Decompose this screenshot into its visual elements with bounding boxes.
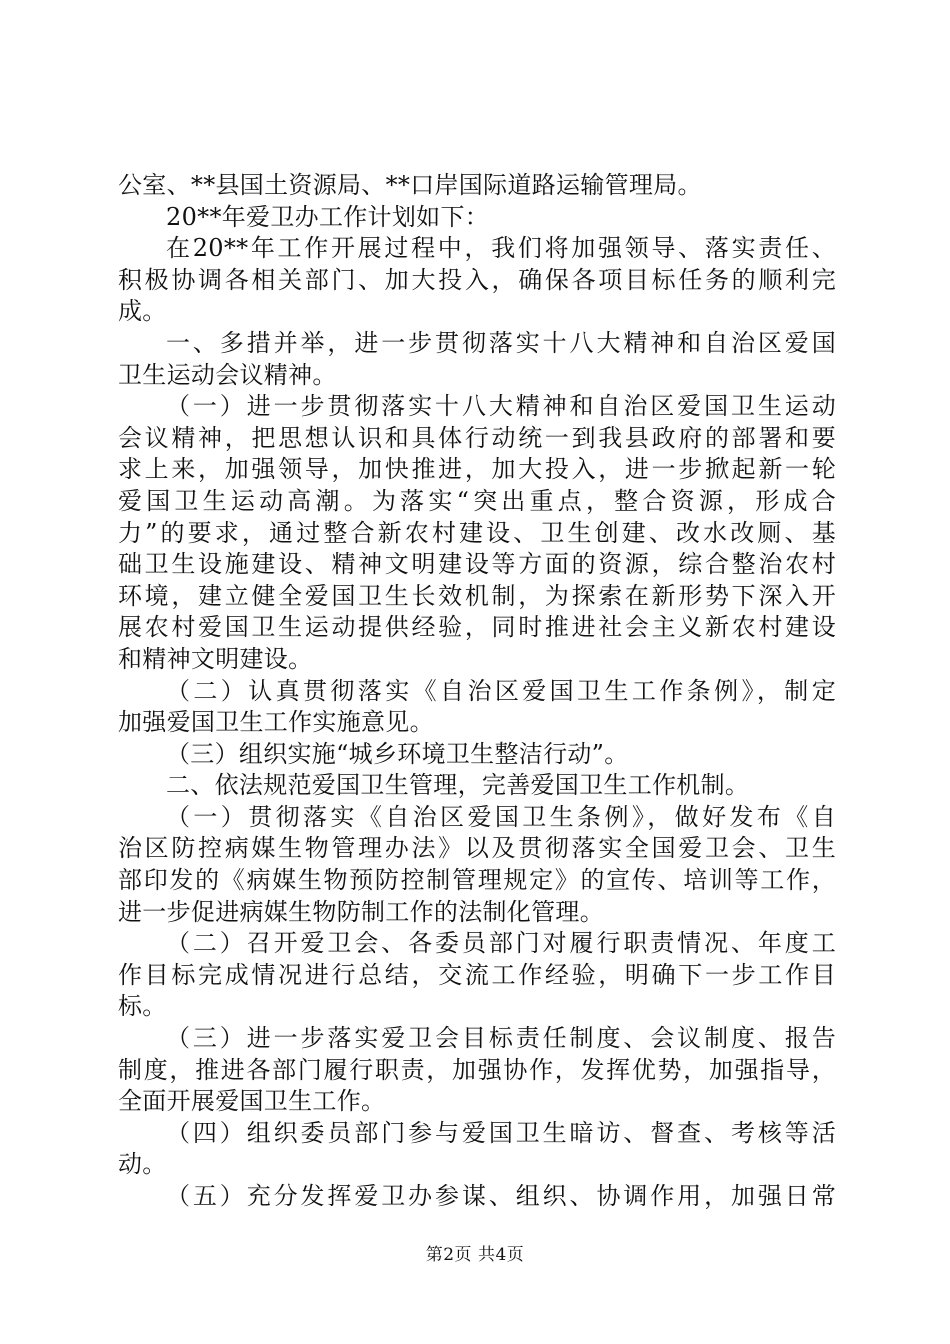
text-line: 公室、**县国土资源局、**口岸国际道路运输管理局。 (118, 171, 702, 199)
text-line: 治区防控病媒生物管理办法》以及贯彻落实全国爱卫会、卫生 (118, 834, 836, 863)
text-line: 和精神文明建设。 (118, 644, 313, 673)
text-line: 加强爱国卫生工作实施意见。 (118, 708, 434, 737)
text-line: 制度，推进各部门履行职责，加强协作，发挥优势，加强指导， (118, 1055, 836, 1084)
text-line: 会议精神，把思想认识和具体行动统一到我县政府的部署和要 (118, 423, 836, 452)
text-line: 成。 (118, 297, 167, 326)
text-line: （二）认真贯彻落实《自治区爱国卫生工作条例》，制定 (166, 676, 836, 705)
text-line: （五）充分发挥爱卫办参谋、组织、协调作用，加强日常 (166, 1182, 836, 1210)
text-line: 求上来，加强领导，加快推进，加大投入，进一步掀起新一轮 (118, 455, 836, 484)
page-footer: 第2页 共4页 (425, 1245, 525, 1265)
text-line: （四）组织委员部门参与爱国卫生暗访、督查、考核等活 (166, 1118, 836, 1147)
text-line: 作目标完成情况进行总结，交流工作经验，明确下一步工作目 (118, 960, 836, 989)
text-line: 标。 (118, 992, 167, 1021)
text-line: 础卫生设施建设、精神文明建设等方面的资源，综合整治农村 (118, 550, 836, 579)
text-line: 展农村爱国卫生运动提供经验，同时推进社会主义新农村建设 (118, 613, 836, 642)
text-line: （三）进一步落实爱卫会目标责任制度、会议制度、报告 (166, 1024, 836, 1053)
text-line: 全面开展爱国卫生工作。 (118, 1087, 386, 1116)
text-line: 二、依法规范爱国卫生管理，完善爱国卫生工作机制。 (166, 771, 750, 800)
text-line: 环境，建立健全爱国卫生长效机制，为探索在新形势下深入开 (118, 581, 836, 610)
text-line: 部印发的《病媒生物预防控制管理规定》的宣传、培训等工作， (118, 866, 836, 895)
text-line: 进一步促进病媒生物防制工作的法制化管理。 (118, 897, 604, 926)
text-line: （一）进一步贯彻落实十八大精神和自治区爱国卫生运动 (166, 392, 836, 421)
text-line: 力”的要求，通过整合新农村建设、卫生创建、改水改厕、基 (118, 518, 836, 547)
text-line: （二）召开爱卫会、各委员部门对履行职责情况、年度工 (166, 929, 836, 958)
text-line: 积极协调各相关部门、加大投入，确保各项目标任务的顺利完 (118, 265, 836, 294)
text-line: 动。 (118, 1150, 167, 1179)
text-line: （一）贯彻落实《自治区爱国卫生条例》，做好发布《自 (166, 802, 836, 831)
text-line: 爱国卫生运动高潮。为落实“突出重点，整合资源，形成合 (118, 486, 836, 515)
text-line: （三）组织实施“城乡环境卫生整洁行动”。 (166, 739, 629, 768)
text-line: 卫生运动会议精神。 (118, 360, 337, 389)
text-line: 20**年爱卫办工作计划如下： (166, 202, 490, 231)
document-body (118, 170, 836, 1213)
text-line: 在20**年工作开展过程中，我们将加强领导、落实责任、 (166, 234, 836, 263)
text-line: 一、多措并举，进一步贯彻落实十八大精神和自治区爱国 (166, 328, 836, 357)
